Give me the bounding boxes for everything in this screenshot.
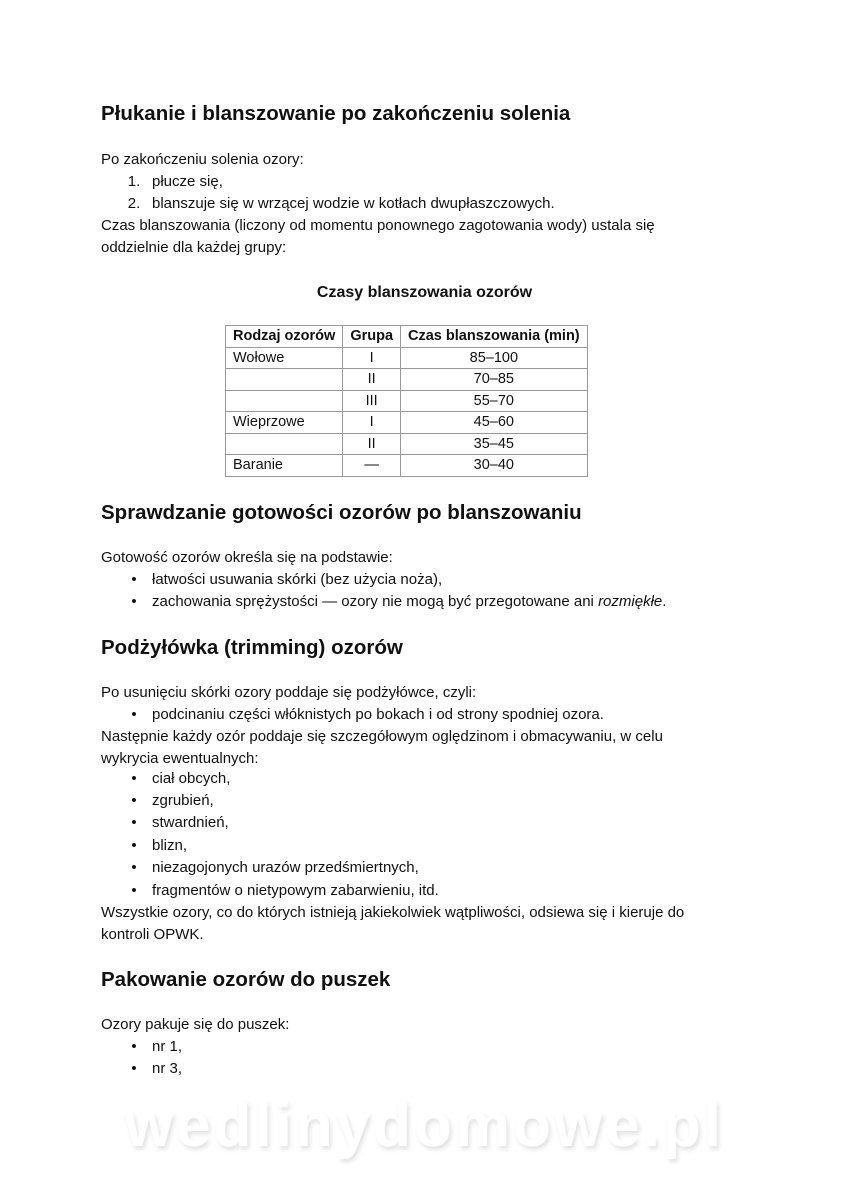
cell: 55–70 (401, 390, 588, 412)
list-item: podcinaniu części włóknistych po bokach i od strony spodniej ozora. (152, 706, 604, 723)
table-title: Czasy blanszowania ozorów (316, 284, 533, 301)
table-row (226, 412, 588, 434)
cell: I (343, 412, 401, 434)
heading-packing: Pakowanie ozorów do puszek (101, 968, 391, 991)
bullet: • (131, 770, 137, 787)
bullet: • (131, 837, 137, 854)
bullet: • (131, 814, 137, 831)
paragraph: Wszystkie ozory, co do których istnieją jakiekolwiek wątpliwości, odsiewa się i kieruje do (101, 904, 685, 921)
bullet: • (131, 859, 137, 876)
table-row (226, 369, 588, 391)
paragraph: Następnie każdy ozór poddaje się szczegółowym oględzinom i obmacywaniu, w celu (101, 728, 663, 745)
cell (226, 369, 343, 391)
blanching-table (225, 325, 588, 477)
table-row (226, 455, 588, 477)
header-cell: Rodzaj ozorów (226, 326, 343, 348)
paragraph: kontroli OPWK. (101, 926, 204, 943)
cell (226, 390, 343, 412)
cell: 70–85 (401, 369, 588, 391)
paragraph: Ozory pakuje się do puszek: (101, 1016, 290, 1033)
list-item: stwardnień, (152, 814, 229, 831)
paragraph: Gotowość ozorów określa się na podstawie: (101, 549, 393, 566)
cell (226, 433, 343, 455)
paragraph: wykrycia ewentualnych: (101, 750, 259, 767)
cell: II (343, 433, 401, 455)
paragraph: oddzielnie dla każdej grupy: (101, 239, 287, 256)
table-row (226, 390, 588, 412)
list-item: nr 3, (152, 1060, 183, 1077)
cell: — (343, 455, 401, 477)
heading-readiness: Sprawdzanie gotowości ozorów po blanszowaniu (101, 501, 582, 524)
header-cell: Grupa (343, 326, 401, 348)
cell: 85–100 (401, 347, 588, 369)
cell: Wieprzowe (226, 412, 343, 434)
list-item: niezagojonych urazów przedśmiertnych, (152, 859, 419, 876)
paragraph: Czas blanszowania (liczony od momentu ponownego zagotowania wody) ustala się (101, 217, 655, 234)
table-row (226, 433, 588, 455)
cell: III (343, 390, 401, 412)
list-item: nr 1, (152, 1038, 183, 1055)
list-item: ciał obcych, (152, 770, 231, 787)
bullet: • (131, 571, 137, 588)
heading-rinsing: Płukanie i blanszowanie po zakończeniu solenia (101, 102, 571, 125)
list-item: fragmentów o nietypowym zabarwieniu, itd. (152, 882, 439, 899)
cell: II (343, 369, 401, 391)
header-cell: Czas blanszowania (min) (401, 326, 588, 348)
list-number: 1. (127, 173, 141, 190)
list-item: łatwości usuwania skórki (bez użycia noża), (152, 571, 443, 588)
bullet: • (131, 1038, 137, 1055)
bullet: • (131, 882, 137, 899)
list-item: blanszuje się w wrzącej wodzie w kotłach dwupłaszczowych. (152, 195, 555, 212)
cell: Baranie (226, 455, 343, 477)
paragraph: Po usunięciu skórki ozory poddaje się podżyłówce, czyli: (101, 684, 477, 701)
bullet: • (131, 1060, 137, 1077)
emphasis: rozmiękłe (598, 593, 663, 610)
cell: 30–40 (401, 455, 588, 477)
list-item (152, 593, 666, 610)
cell: Wołowe (226, 347, 343, 369)
list-number: 2. (127, 195, 141, 212)
table-header-row (226, 326, 588, 348)
bullet: • (131, 792, 137, 809)
watermark: wedlinydomowe.pl (124, 1091, 725, 1160)
cell: 35–45 (401, 433, 588, 455)
paragraph: Po zakończeniu solenia ozory: (101, 151, 304, 168)
bullet: • (131, 706, 137, 723)
heading-trimming: Podżyłówka (trimming) ozorów (101, 636, 403, 659)
list-item: zgrubień, (152, 792, 214, 809)
cell: I (343, 347, 401, 369)
text: . (662, 593, 667, 610)
cell: 45–60 (401, 412, 588, 434)
bullet: • (131, 593, 137, 610)
list-item: blizn, (152, 837, 188, 854)
list-item: płucze się, (152, 173, 223, 190)
table-row (226, 347, 588, 369)
text: zachowania sprężystości — ozory nie mogą być przegotowane ani (152, 593, 599, 610)
